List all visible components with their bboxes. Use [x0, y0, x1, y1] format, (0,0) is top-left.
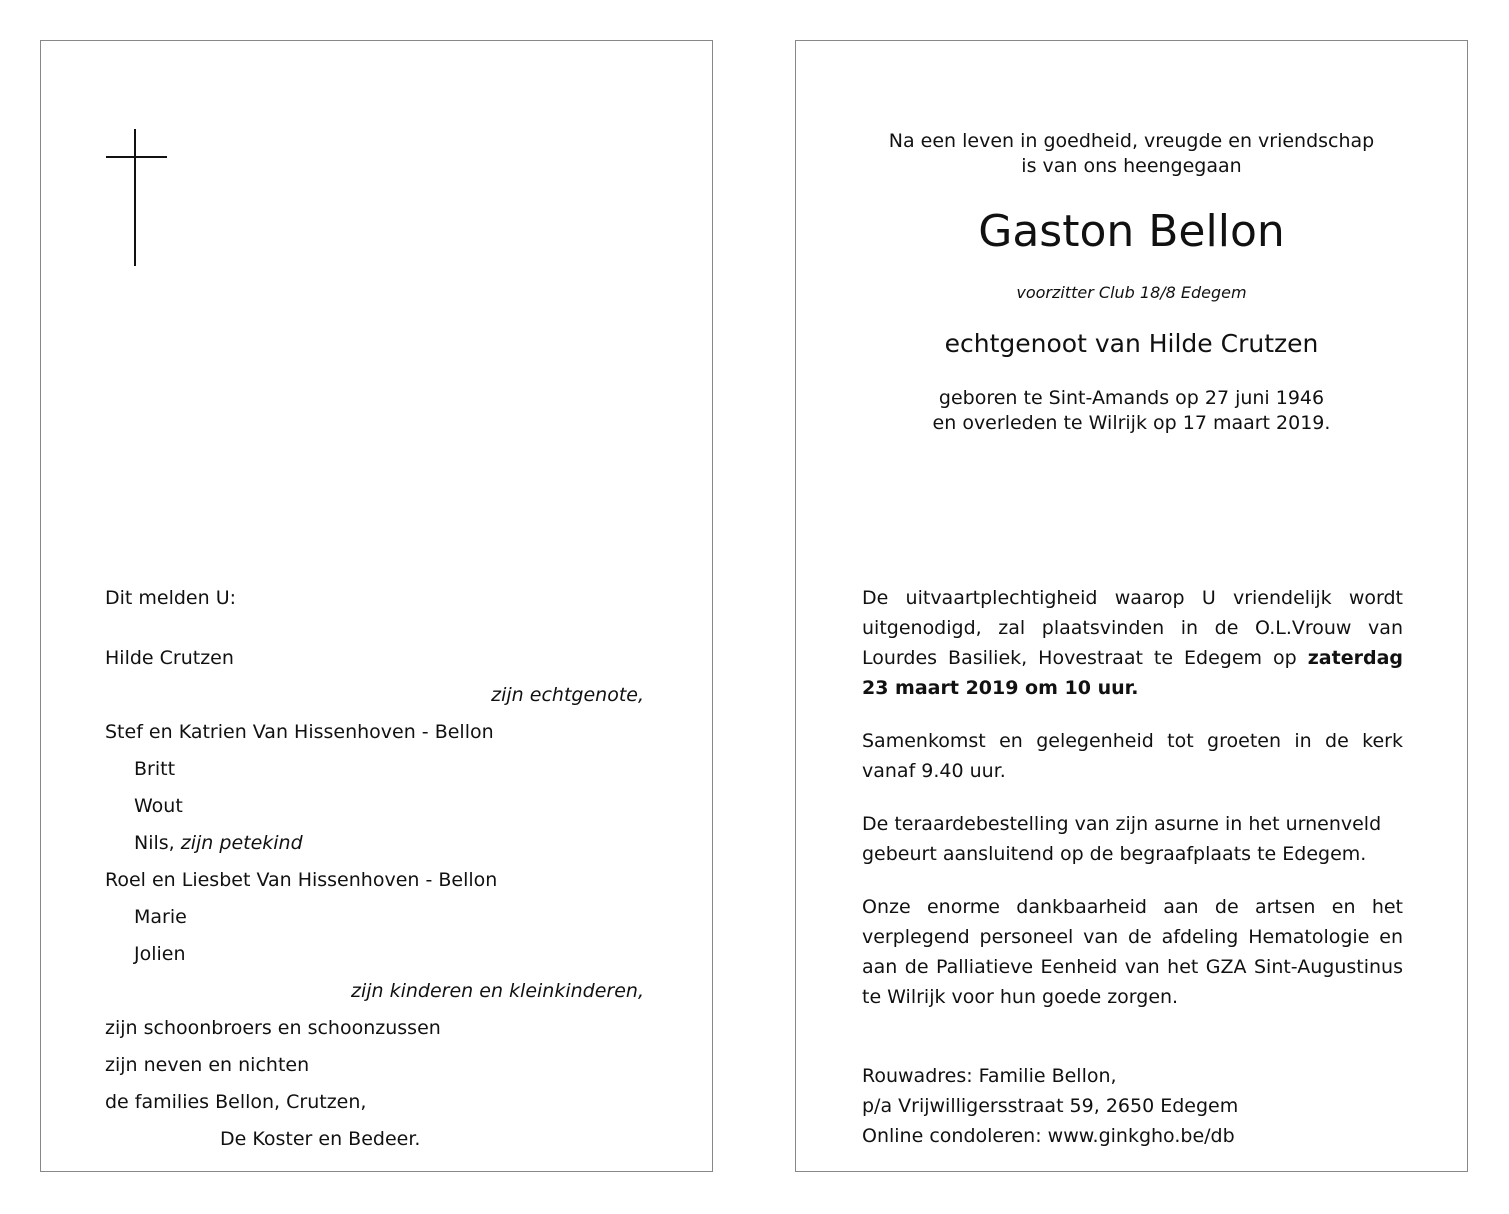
ceremony-text: De uitvaartplechtigheid waarop U vriendelijk wordt uitgenodigd, zal plaatsvinden in de O.L.Vrouw van Lourdes Basiliek, Hovestraat te Edegem op — [862, 587, 1403, 669]
grandchild-5: Jolien — [134, 943, 186, 965]
deceased-name: Gaston Bellon — [978, 206, 1285, 257]
announce-text: Dit melden U: — [105, 587, 237, 609]
right-page — [795, 40, 1468, 1172]
wife-role: zijn echtgenote, — [491, 684, 644, 706]
grandchild-3-note: zijn petekind — [180, 832, 303, 854]
cross-icon — [134, 129, 136, 266]
gathering-paragraph: Samenkomst en gelegenheid tot groeten in de kerk vanaf 9.40 uur. — [862, 730, 1403, 782]
families-text-last: De Koster en Bedeer. — [220, 1128, 421, 1150]
address-line-1: Rouwadres: Familie Bellon, — [862, 1065, 1117, 1087]
address-block — [862, 1061, 1238, 1151]
thanks-paragraph: Onze enorme dankbaarheid aan de artsen en het verplegend personeel van de afdeling Hematologie en aan de Palliatieve Eenheid van het GZA Sint-Augustinus te Wilrijk voor hun goede zorgen. — [862, 896, 1403, 1008]
ceremony-paragraph — [862, 583, 1403, 703]
families-text: de families Bellon, Crutzen, — [105, 1091, 367, 1113]
spouse-text: echtgenoot van Hilde Crutzen — [944, 329, 1319, 358]
child-family-2: Roel en Liesbet Van Hissenhoven - Bellon — [105, 869, 498, 891]
life-dates — [796, 386, 1467, 436]
death-text: en overleden te Wilrijk op 17 maart 2019. — [932, 412, 1331, 434]
inlaws-text: zijn schoonbroers en schoonzussen — [105, 1017, 441, 1039]
intro-line-2: is van ons heengegaan — [1021, 155, 1242, 177]
wife-name: Hilde Crutzen — [105, 647, 234, 669]
address-line-2: p/a Vrijwilligersstraat 59, 2650 Edegem — [862, 1095, 1239, 1117]
burial-paragraph: De teraardebestelling van zijn asurne in het urnenveld gebeurt aansluitend op de begraafplaats te Edegem. — [862, 813, 1382, 865]
ceremony-date: zaterdag 23 maart 2019 om 10 uur. — [862, 647, 1403, 699]
left-page — [40, 40, 713, 1172]
grandchild-3 — [134, 831, 303, 855]
children-role: zijn kinderen en kleinkinderen, — [351, 980, 644, 1002]
grandchild-3-name: Nils, — [134, 832, 175, 854]
grandchild-2: Wout — [134, 795, 183, 817]
deceased-role: voorzitter Club 18/8 Edegem — [1016, 283, 1247, 302]
cousins-text: zijn neven en nichten — [105, 1054, 310, 1076]
grandchild-1: Britt — [134, 758, 176, 780]
cross-icon-bar — [106, 156, 167, 158]
grandchild-4: Marie — [134, 906, 187, 928]
child-family-1: Stef en Katrien Van Hissenhoven - Bellon — [105, 721, 494, 743]
intro-line-1: Na een leven in goedheid, vreugde en vriendschap — [888, 130, 1375, 152]
intro-text — [796, 129, 1467, 179]
condolence-link[interactable]: Online condoleren: www.ginkgho.be/db — [862, 1125, 1235, 1147]
birth-text: geboren te Sint-Amands op 27 juni 1946 — [938, 387, 1325, 409]
